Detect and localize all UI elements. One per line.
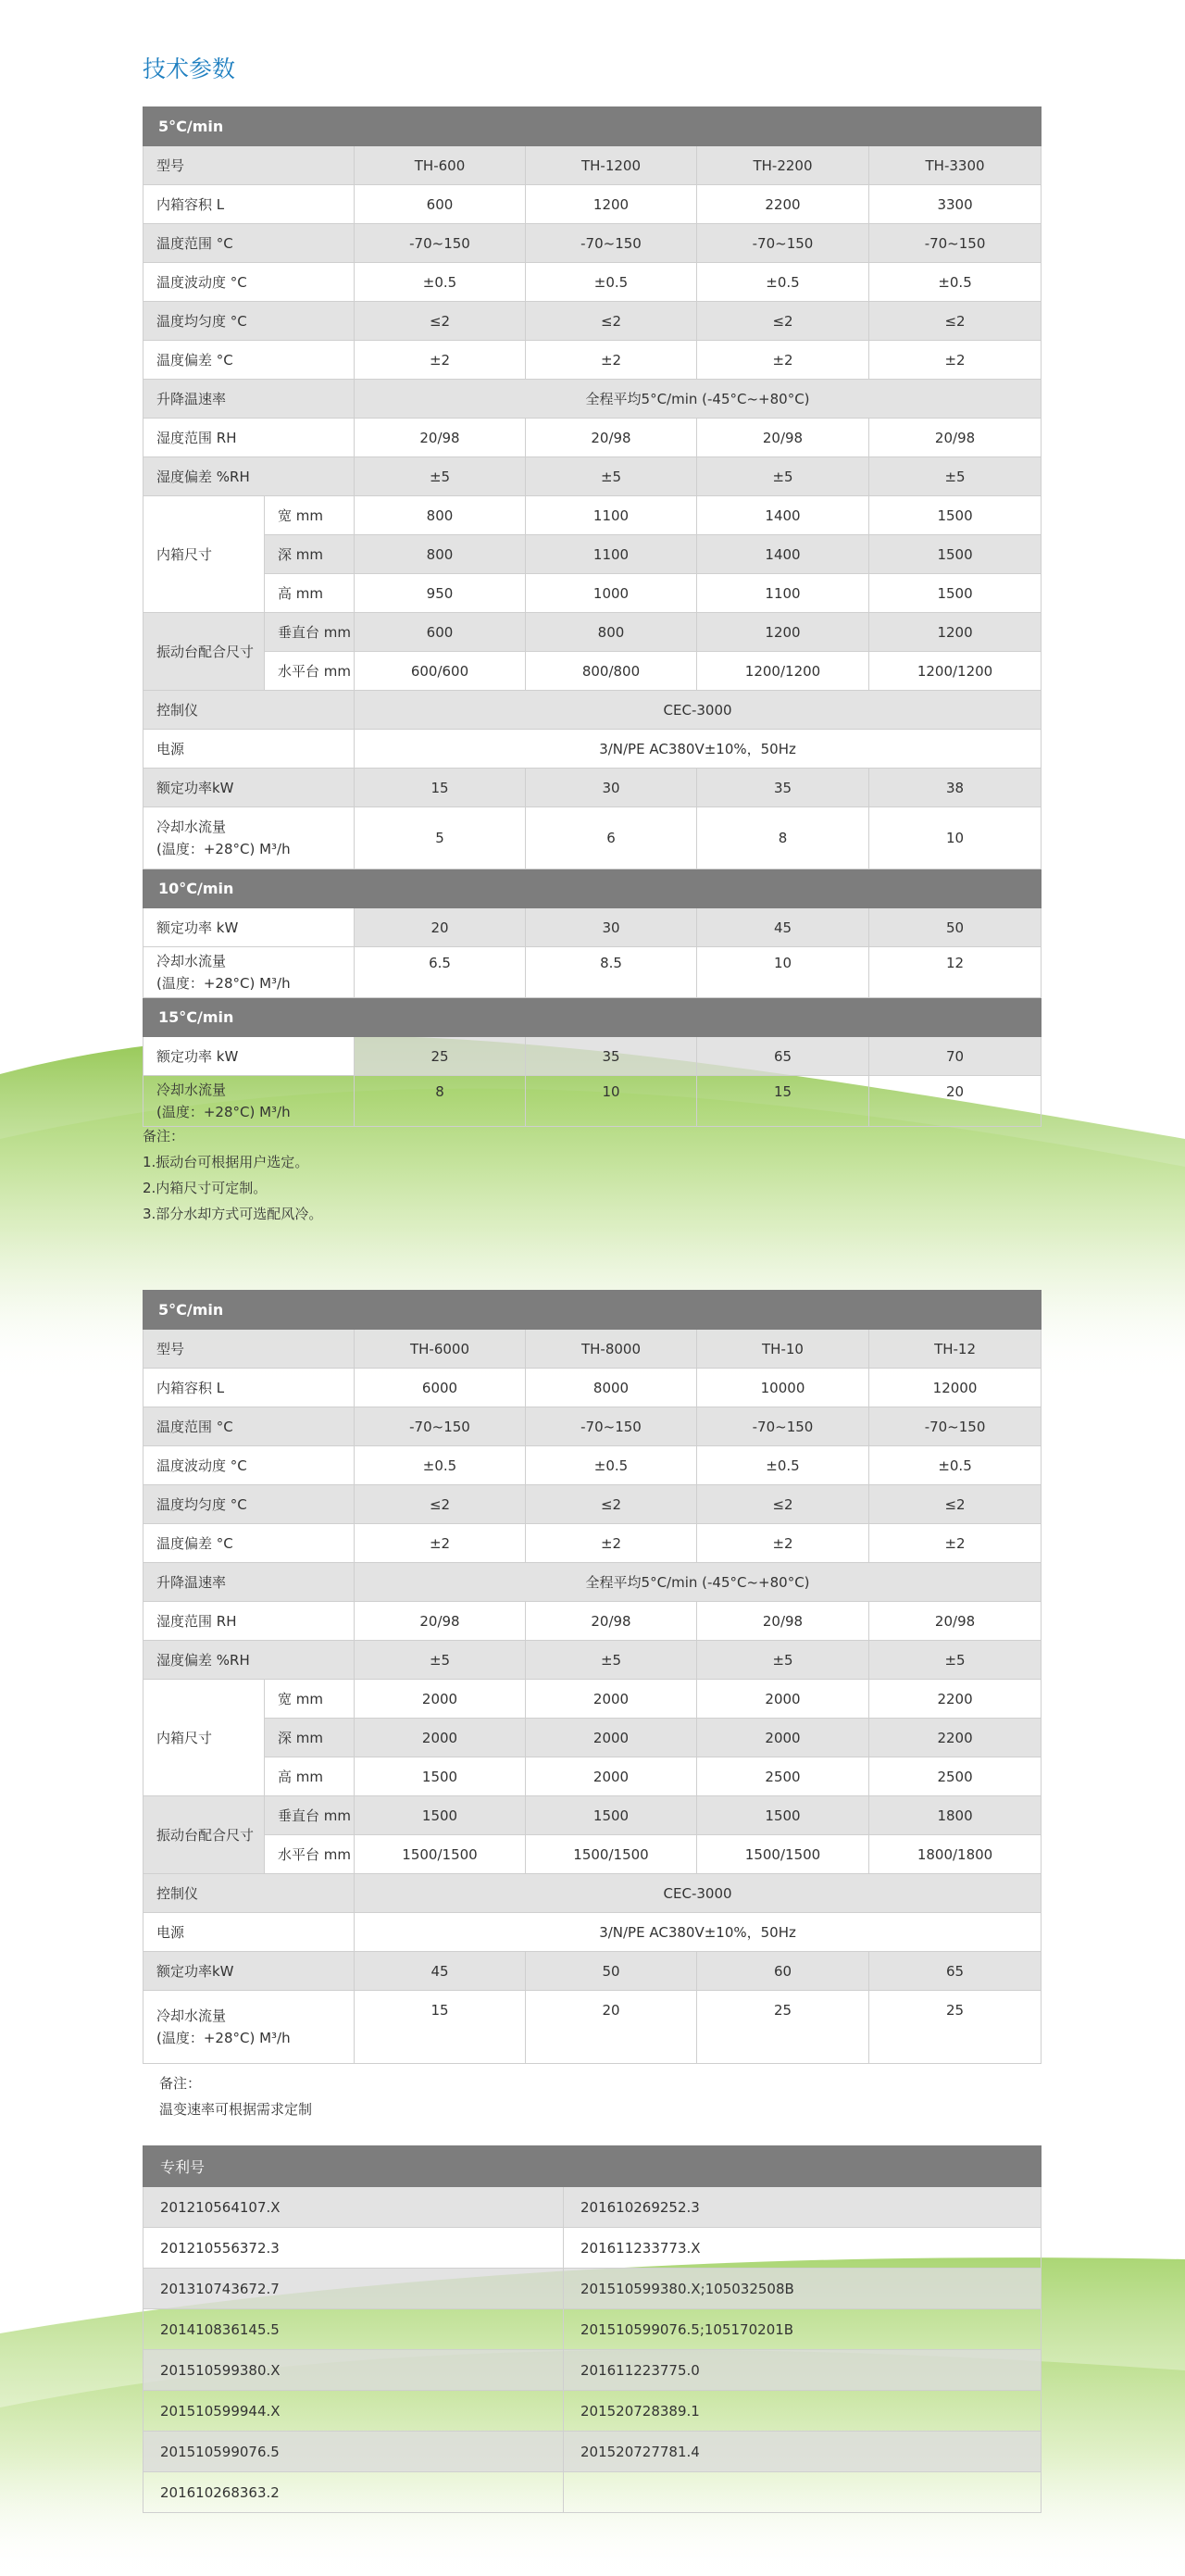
table-cell: 45	[697, 908, 869, 947]
table-row	[143, 1524, 1042, 1563]
table-cell: 1100	[697, 574, 869, 613]
row-label: 电源	[143, 730, 355, 769]
table-cell: ±2	[526, 1524, 697, 1563]
model-cell: TH-8000	[526, 1330, 697, 1369]
table-cell: 10	[526, 1076, 697, 1127]
table-cell: ±5	[355, 1641, 526, 1680]
table-cell: 2000	[355, 1680, 526, 1719]
table-cell: 1000	[526, 574, 697, 613]
patent-cell: 201210556372.3	[143, 2228, 564, 2269]
table-cell: ±0.5	[869, 263, 1042, 302]
table-cell: ±2	[355, 1524, 526, 1563]
table-row	[143, 1913, 1042, 1952]
row-label: 额定功率kW	[143, 769, 355, 807]
table-cell: ±5	[697, 1641, 869, 1680]
table-cell: 15	[355, 1991, 526, 2064]
table-row	[143, 535, 1042, 574]
sub-label: 高 mm	[265, 574, 355, 613]
row-label	[143, 807, 355, 869]
table-cell: -70~150	[355, 1407, 526, 1446]
patent-cell: 201510599380.X	[143, 2350, 564, 2391]
page-title: 技术参数	[143, 56, 236, 82]
table-cell: 25	[355, 1037, 526, 1076]
row-label: 湿度范围 RH	[143, 1602, 355, 1641]
table-cell: -70~150	[697, 224, 869, 263]
spec-table-2	[143, 1290, 1041, 2064]
table-cell: 3/N/PE AC380V±10%，50Hz	[355, 1913, 1042, 1952]
table-cell: ±5	[869, 1641, 1042, 1680]
table-cell: 20/98	[526, 1602, 697, 1641]
sub-label: 水平台 mm	[265, 652, 355, 691]
table-cell: 1500	[697, 1796, 869, 1835]
patent-cell: 201410836145.5	[143, 2309, 564, 2350]
water-label-line2: (温度：+28°C) M³/h	[156, 1104, 291, 1120]
table-row	[143, 263, 1042, 302]
table-cell: 3/N/PE AC380V±10%，50Hz	[355, 730, 1042, 769]
table-cell: 800	[526, 613, 697, 652]
model-cell: TH-12	[869, 1330, 1042, 1369]
water-label-line1: 冷却水流量	[156, 819, 227, 835]
row-label	[143, 947, 355, 998]
water-label-line2: (温度：+28°C) M³/h	[156, 841, 291, 857]
table-cell: 10	[869, 807, 1042, 869]
table-cell: 2000	[697, 1719, 869, 1757]
table-row	[143, 457, 1042, 496]
row-label: 湿度偏差 %RH	[143, 457, 355, 496]
row-label: 额定功率 kW	[143, 1037, 355, 1076]
table-row	[143, 730, 1042, 769]
section-header-5c: 5°C/min	[143, 107, 1042, 146]
row-label: 型号	[143, 146, 355, 185]
table-row	[143, 1835, 1042, 1874]
table-cell: 2000	[526, 1757, 697, 1796]
table-cell: 1500	[355, 1757, 526, 1796]
table-cell: 35	[526, 1037, 697, 1076]
table-row	[143, 419, 1042, 457]
table-cell: 20/98	[355, 1602, 526, 1641]
table-cell: 15	[697, 1076, 869, 1127]
table-cell: ≤2	[526, 302, 697, 341]
sub-label: 垂直台 mm	[265, 1796, 355, 1835]
table-cell: 1200	[526, 185, 697, 224]
table-cell: 6.5	[355, 947, 526, 998]
table-cell: 35	[697, 769, 869, 807]
note-line: 1.振动台可根据用户选定。	[143, 1154, 309, 1170]
table-cell: ±0.5	[869, 1446, 1042, 1485]
patent-cell: 201510599076.5	[143, 2432, 564, 2472]
note-block-1	[143, 1123, 322, 1227]
table-cell: ≤2	[355, 302, 526, 341]
note-line: 温变速率可根据需求定制	[159, 2101, 313, 2118]
table-cell: 2200	[869, 1719, 1042, 1757]
row-label: 振动台配合尺寸	[143, 1796, 265, 1874]
table-cell: ≤2	[869, 302, 1042, 341]
table-row	[143, 2350, 1042, 2391]
note-title: 备注：	[159, 2075, 202, 2092]
table-cell: 1200	[697, 613, 869, 652]
patent-cell: 201510599076.5;105170201B	[564, 2309, 1042, 2350]
sub-label: 垂直台 mm	[265, 613, 355, 652]
table-cell: 20	[869, 1076, 1042, 1127]
table-row	[143, 1874, 1042, 1913]
patent-cell: 201611233773.X	[564, 2228, 1042, 2269]
patent-cell: 201510599944.X	[143, 2391, 564, 2432]
table-cell: 1500/1500	[355, 1835, 526, 1874]
table-cell: 600	[355, 185, 526, 224]
table-cell: 800	[355, 535, 526, 574]
table-cell: ≤2	[697, 1485, 869, 1524]
table-row	[143, 1037, 1042, 1076]
table-cell: 2000	[526, 1719, 697, 1757]
table-cell: 25	[697, 1991, 869, 2064]
table-cell: 10000	[697, 1369, 869, 1407]
table-cell: 20/98	[697, 419, 869, 457]
table-cell: 10	[697, 947, 869, 998]
table-row	[143, 1641, 1042, 1680]
model-cell: TH-600	[355, 146, 526, 185]
table-cell: ±2	[526, 341, 697, 380]
table-row	[143, 947, 1042, 998]
table-cell: 30	[526, 769, 697, 807]
table-cell: 800/800	[526, 652, 697, 691]
row-label	[143, 1076, 355, 1127]
sub-label: 深 mm	[265, 535, 355, 574]
table-cell: ±5	[869, 457, 1042, 496]
row-label: 电源	[143, 1913, 355, 1952]
table-row	[143, 807, 1042, 869]
table-cell: 600/600	[355, 652, 526, 691]
table-cell: 50	[869, 908, 1042, 947]
row-label: 温度均匀度 °C	[143, 1485, 355, 1524]
note-line: 2.内箱尺寸可定制。	[143, 1180, 268, 1196]
row-label: 温度波动度 °C	[143, 263, 355, 302]
row-label: 额定功率kW	[143, 1952, 355, 1991]
table-cell: 8	[697, 807, 869, 869]
table-cell: ≤2	[697, 302, 869, 341]
table-cell: ±2	[697, 341, 869, 380]
table-cell: 2000	[697, 1680, 869, 1719]
table-cell: 20/98	[526, 419, 697, 457]
table-cell: 2500	[869, 1757, 1042, 1796]
table-cell: -70~150	[869, 1407, 1042, 1446]
sub-label: 宽 mm	[265, 496, 355, 535]
table-row	[143, 1719, 1042, 1757]
table-row	[143, 1485, 1042, 1524]
table-row	[143, 1602, 1042, 1641]
table-cell: ±5	[355, 457, 526, 496]
table-cell: 2200	[869, 1680, 1042, 1719]
table-cell: ≤2	[355, 1485, 526, 1524]
table-row	[143, 341, 1042, 380]
row-label: 额定功率 kW	[143, 908, 355, 947]
table-row	[143, 1680, 1042, 1719]
row-label: 振动台配合尺寸	[143, 613, 265, 691]
table-row	[143, 1563, 1042, 1602]
table-row	[143, 380, 1042, 419]
table-cell: 1500/1500	[526, 1835, 697, 1874]
row-label: 湿度偏差 %RH	[143, 1641, 355, 1680]
table-cell: -70~150	[526, 224, 697, 263]
table-row	[143, 1796, 1042, 1835]
table-cell: 1500	[526, 1796, 697, 1835]
sub-label: 高 mm	[265, 1757, 355, 1796]
patent-header: 专利号	[143, 2146, 1042, 2187]
table-cell: 8	[355, 1076, 526, 1127]
sub-label: 深 mm	[265, 1719, 355, 1757]
table-row	[143, 496, 1042, 535]
table-cell: 1800	[869, 1796, 1042, 1835]
table-cell: ±2	[697, 1524, 869, 1563]
table-row	[143, 2309, 1042, 2350]
patent-cell: 201611223775.0	[564, 2350, 1042, 2391]
table-cell: 38	[869, 769, 1042, 807]
table-cell: 800	[355, 496, 526, 535]
table-cell: 全程平均5°C/min (-45°C~+80°C)	[355, 380, 1042, 419]
table-row	[143, 2269, 1042, 2309]
table-cell: 65	[869, 1952, 1042, 1991]
table-cell: 50	[526, 1952, 697, 1991]
table-row	[143, 1330, 1042, 1369]
table-cell: 1500	[869, 535, 1042, 574]
table-row	[143, 1076, 1042, 1127]
row-label: 内箱容积 L	[143, 185, 355, 224]
table-cell: 15	[355, 769, 526, 807]
table-cell: 1500	[355, 1796, 526, 1835]
table-cell: 950	[355, 574, 526, 613]
table-row	[143, 574, 1042, 613]
table-cell: 60	[697, 1952, 869, 1991]
row-label: 温度偏差 °C	[143, 1524, 355, 1563]
table-row	[143, 1407, 1042, 1446]
row-label: 温度范围 °C	[143, 1407, 355, 1446]
table-cell: ±0.5	[697, 263, 869, 302]
table-cell: 20/98	[355, 419, 526, 457]
row-label: 型号	[143, 1330, 355, 1369]
table-cell: 20/98	[869, 1602, 1042, 1641]
model-cell: TH-10	[697, 1330, 869, 1369]
patent-table	[143, 2145, 1041, 2513]
water-label-line1: 冷却水流量	[156, 1082, 227, 1098]
patent-cell	[564, 2472, 1042, 2513]
table-cell: 8000	[526, 1369, 697, 1407]
table-cell: 12	[869, 947, 1042, 998]
table-row	[143, 1369, 1042, 1407]
row-label: 控制仪	[143, 1874, 355, 1913]
water-label-line1: 冷却水流量	[156, 2007, 227, 2024]
row-label: 内箱尺寸	[143, 496, 265, 613]
row-label: 控制仪	[143, 691, 355, 730]
table-cell: 1200	[869, 613, 1042, 652]
table-row	[143, 185, 1042, 224]
row-label: 温度范围 °C	[143, 224, 355, 263]
model-cell: TH-6000	[355, 1330, 526, 1369]
table-cell: ±2	[355, 341, 526, 380]
row-label: 内箱容积 L	[143, 1369, 355, 1407]
table-cell: 2500	[697, 1757, 869, 1796]
table-row	[143, 1991, 1042, 2064]
patent-cell: 201510599380.X;105032508B	[564, 2269, 1042, 2309]
table-row	[143, 691, 1042, 730]
table-cell: ±2	[869, 341, 1042, 380]
table-cell: 20/98	[869, 419, 1042, 457]
table-cell: 45	[355, 1952, 526, 1991]
section-header-10c: 10°C/min	[143, 869, 1042, 908]
water-label-line1: 冷却水流量	[156, 953, 227, 969]
table-cell: 20	[526, 1991, 697, 2064]
table-row	[143, 769, 1042, 807]
table-cell: ±0.5	[355, 263, 526, 302]
table-cell: ±0.5	[526, 1446, 697, 1485]
table-cell: -70~150	[355, 224, 526, 263]
patent-cell: 201610269252.3	[564, 2187, 1042, 2228]
table-cell: 2200	[697, 185, 869, 224]
table-cell: CEC-3000	[355, 1874, 1042, 1913]
table-cell: 70	[869, 1037, 1042, 1076]
table-cell: ±5	[526, 457, 697, 496]
table-row	[143, 1446, 1042, 1485]
row-label: 温度偏差 °C	[143, 341, 355, 380]
table-cell: ±0.5	[355, 1446, 526, 1485]
table-cell: ±0.5	[526, 263, 697, 302]
table-cell: 25	[869, 1991, 1042, 2064]
table-cell: 1200/1200	[697, 652, 869, 691]
row-label: 内箱尺寸	[143, 1680, 265, 1796]
table-cell: 30	[526, 908, 697, 947]
table-cell: 1100	[526, 535, 697, 574]
table-cell: 1200/1200	[869, 652, 1042, 691]
patent-cell: 201310743672.7	[143, 2269, 564, 2309]
table-cell: 1500	[869, 496, 1042, 535]
table-row	[143, 146, 1042, 185]
table-row	[143, 652, 1042, 691]
table-cell: 6	[526, 807, 697, 869]
row-label: 温度波动度 °C	[143, 1446, 355, 1485]
patent-cell: 201210564107.X	[143, 2187, 564, 2228]
sub-label: 宽 mm	[265, 1680, 355, 1719]
table-row	[143, 2432, 1042, 2472]
patent-cell: 201520728389.1	[564, 2391, 1042, 2432]
table-cell: 1400	[697, 535, 869, 574]
sub-label: 水平台 mm	[265, 1835, 355, 1874]
model-cell: TH-3300	[869, 146, 1042, 185]
table-cell: 65	[697, 1037, 869, 1076]
row-label: 升降温速率	[143, 380, 355, 419]
table-row	[143, 2228, 1042, 2269]
table-cell: -70~150	[869, 224, 1042, 263]
row-label: 湿度范围 RH	[143, 419, 355, 457]
patent-cell: 201520727781.4	[564, 2432, 1042, 2472]
table-cell: 3300	[869, 185, 1042, 224]
row-label: 升降温速率	[143, 1563, 355, 1602]
table-cell: ≤2	[869, 1485, 1042, 1524]
table-cell: 20	[355, 908, 526, 947]
table-cell: 5	[355, 807, 526, 869]
table-cell: ≤2	[526, 1485, 697, 1524]
table-cell: CEC-3000	[355, 691, 1042, 730]
table-cell: 600	[355, 613, 526, 652]
table-cell: 1500	[869, 574, 1042, 613]
row-label	[143, 1991, 355, 2064]
table-cell: ±0.5	[697, 1446, 869, 1485]
table-row	[143, 613, 1042, 652]
model-cell: TH-2200	[697, 146, 869, 185]
table-row	[143, 908, 1042, 947]
table-row	[143, 2391, 1042, 2432]
table-cell: ±5	[526, 1641, 697, 1680]
note-block-2	[159, 2070, 312, 2122]
table-row	[143, 1952, 1042, 1991]
table-cell: 1500/1500	[697, 1835, 869, 1874]
patent-cell: 201610268363.2	[143, 2472, 564, 2513]
table-cell: ±2	[869, 1524, 1042, 1563]
table-cell: 6000	[355, 1369, 526, 1407]
table-cell: 全程平均5°C/min (-45°C~+80°C)	[355, 1563, 1042, 1602]
table-cell: -70~150	[697, 1407, 869, 1446]
table-cell: 2000	[526, 1680, 697, 1719]
table-cell: 12000	[869, 1369, 1042, 1407]
table-cell: 8.5	[526, 947, 697, 998]
model-cell: TH-1200	[526, 146, 697, 185]
spec-table-1	[143, 106, 1041, 1127]
section-header-15c: 15°C/min	[143, 998, 1042, 1037]
table-cell: 1100	[526, 496, 697, 535]
table-row	[143, 302, 1042, 341]
water-label-line2: (温度：+28°C) M³/h	[156, 2030, 291, 2046]
row-label: 温度均匀度 °C	[143, 302, 355, 341]
water-label-line2: (温度：+28°C) M³/h	[156, 975, 291, 992]
table-row	[143, 2472, 1042, 2513]
table-cell: 20/98	[697, 1602, 869, 1641]
table-cell: -70~150	[526, 1407, 697, 1446]
note-title: 备注：	[143, 1128, 185, 1144]
table-row	[143, 2187, 1042, 2228]
table-cell: 2000	[355, 1719, 526, 1757]
section-header-5c: 5°C/min	[143, 1291, 1042, 1330]
table-cell: 1800/1800	[869, 1835, 1042, 1874]
table-row	[143, 1757, 1042, 1796]
note-line: 3.部分水却方式可选配风冷。	[143, 1206, 323, 1222]
table-cell: 1400	[697, 496, 869, 535]
table-row	[143, 224, 1042, 263]
table-cell: ±5	[697, 457, 869, 496]
